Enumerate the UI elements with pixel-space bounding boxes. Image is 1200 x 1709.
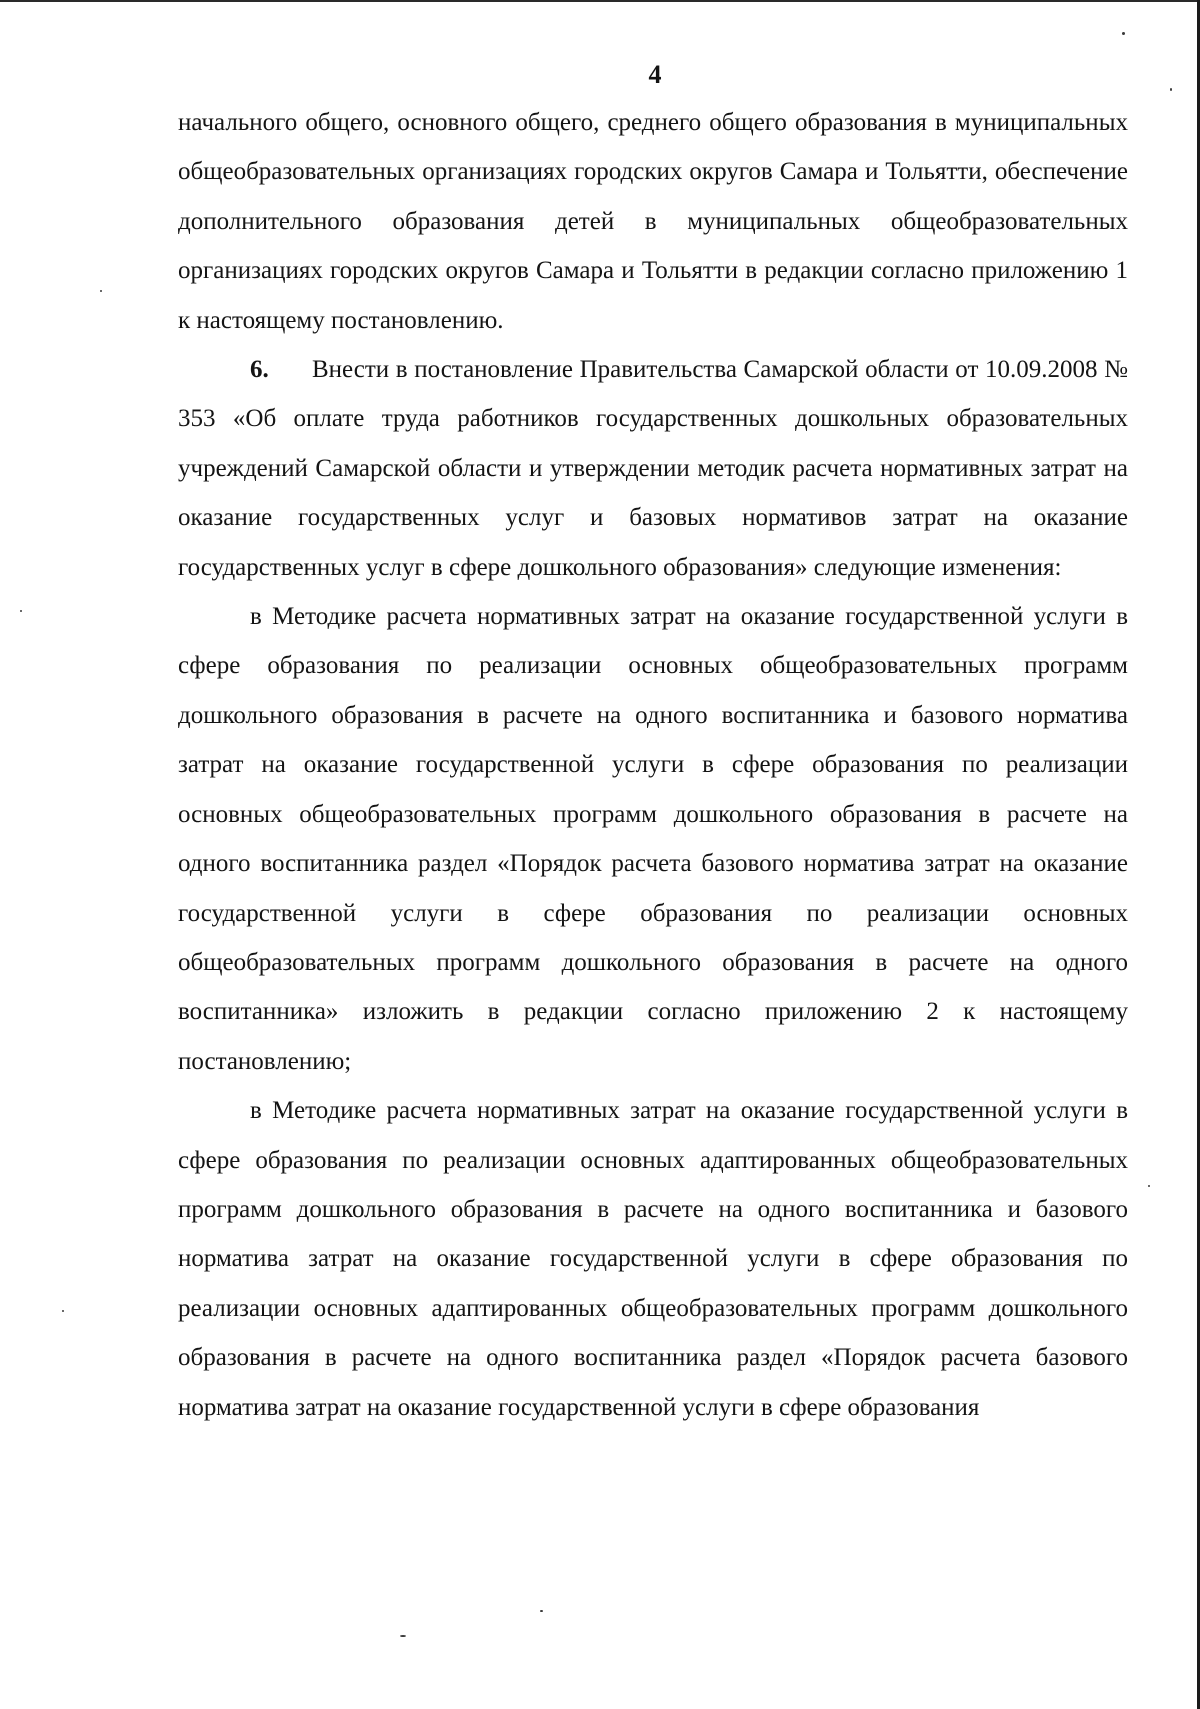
paragraph-item-6 [178, 345, 1128, 592]
scan-speck [400, 1635, 406, 1637]
scan-speck [1148, 1185, 1150, 1187]
paragraph-methodology-general: в Методике расчета нормативных затрат на оказание государственной услуги в сфере образования по реализации основных общеобразовательных программ дошкольного образования в расчете на одного воспитанника и базового норматива затрат на оказание государственной услуги в сфере образования по реализации основных общеобразовательных программ дошкольного образования в расчете на одного воспитанника раздел «Порядок расчета базового норматива затрат на оказание государственной услуги в сфере образования по реализации основных общеобразовательных программ дошкольного образования в расчете на одного воспитанника» изложить в редакции согласно приложению 2 к настоящему постановлению; [178, 603, 1128, 1075]
scan-speck [100, 290, 102, 292]
document-body [178, 98, 1128, 1432]
scan-speck [62, 1310, 64, 1312]
scan-speck [1170, 88, 1172, 91]
paragraph-continuation: начального общего, основного общего, среднего общего образования в муниципальных общеобразовательных организациях городских округов Самара и Тольятти, обеспечение дополнительного образования детей в муниципальных общеобразовательных организациях городских округов Самара и Тольятти в редакции согласно приложению 1 к настоящему постановлению. [178, 109, 1128, 334]
paragraph-methodology-adapted: в Методике расчета нормативных затрат на оказание государственной услуги в сфере образования по реализации основных адаптированных общеобразовательных программ дошкольного образования в расчете на одного воспитанника и базового норматива затрат на оказание государственной услуги в сфере образования по реализации основных адаптированных общеобразовательных программ дошкольного образования в расчете на одного воспитанника раздел «Порядок расчета базового норматива затрат на оказание государственной услуги в сфере образования [178, 1097, 1128, 1421]
scan-speck [20, 610, 22, 612]
page-number: 4 [648, 60, 662, 89]
item-6-text: Внести в постановление Правительства Самарской области от 10.09.2008 № 353 «Об оплате труда работников государственных дошкольных образовательных учреждений Самарской области и утверждении методик расчета нормативных затрат на оказание государственных услуг и базовых нормативов затрат на оказание государственных услуг в сфере дошкольного образования» следующие изменения: [178, 356, 1128, 581]
item-number: 6. [250, 356, 269, 384]
scan-speck [1122, 32, 1125, 35]
scan-edge-top [0, 0, 1200, 2]
scan-speck [540, 1610, 543, 1612]
